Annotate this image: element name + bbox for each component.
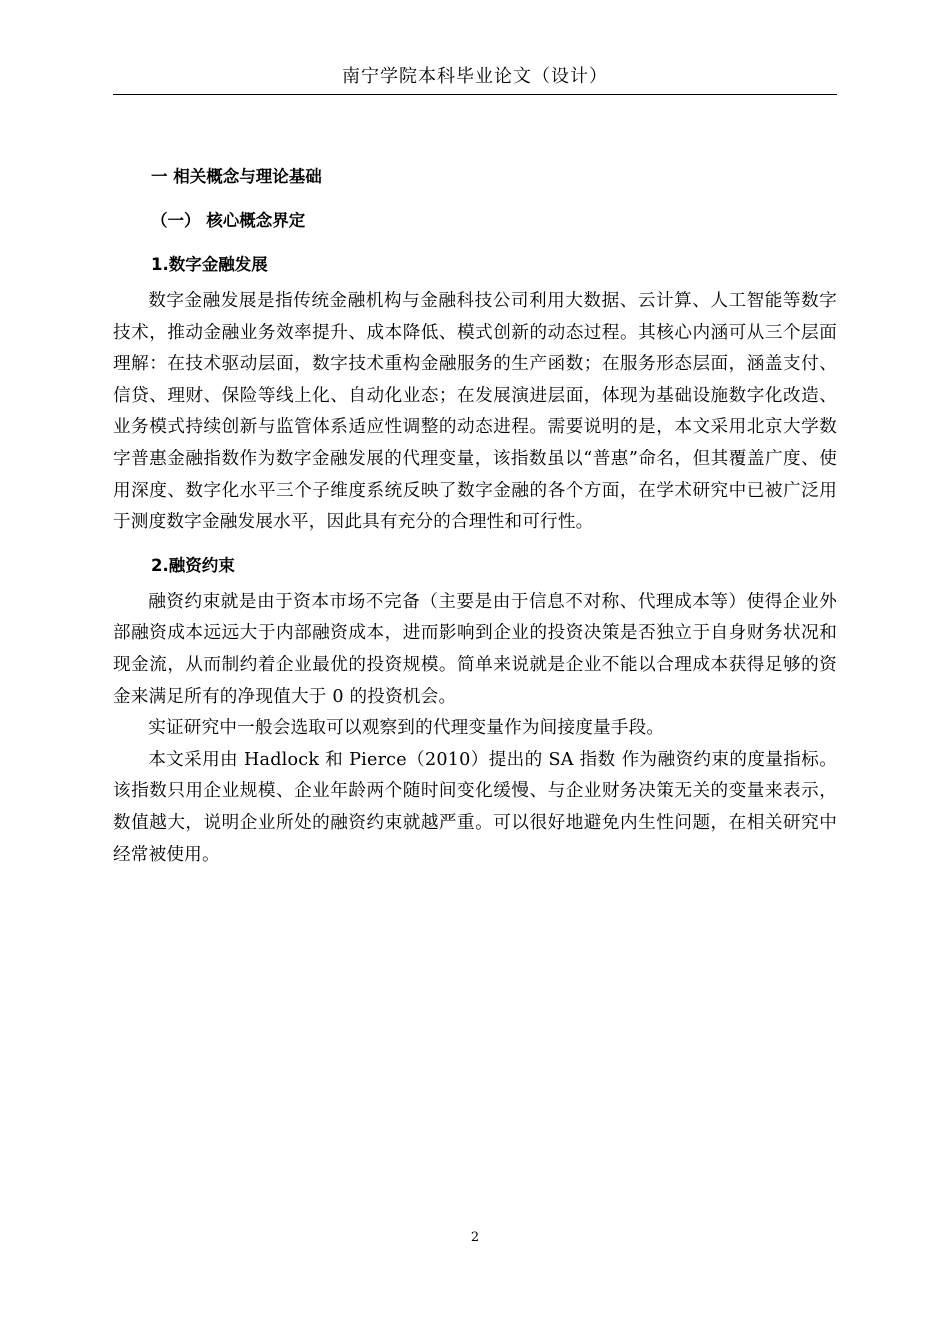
subsection-heading-1: 1.数字金融发展: [151, 255, 268, 274]
chapter-heading: 一 相关概念与理论基础: [151, 167, 322, 186]
header-rule: [113, 94, 837, 95]
paragraph-proxy-variable: 实证研究中一般会选取可以观察到的代理变量作为间接度量手段。: [148, 718, 665, 739]
page-number: 2: [470, 1230, 480, 1245]
running-header: 南宁学院本科毕业论文（设计）: [342, 66, 608, 87]
paragraph-financing-constraint-definition: 融资约束就是由于资本市场不完备（主要是由于信息不对称、代理成本等）使得企业外部融资成本远远大于内部融资成本，进而影响到企业的投资决策是否独立于自身财务状况和现金流，从而制约着企业最优的投资规模。简单来说就是企业不能以合理成本获得足够的资金来满足所有的净现值大于 0 的投资机会。: [113, 591, 837, 707]
subsection-heading-2: 2.融资约束: [151, 555, 235, 575]
paragraph-digital-finance: 数字金融发展是指传统金融机构与金融科技公司利用大数据、云计算、人工智能等数字技术，推动金融业务效率提升、成本降低、模式创新的动态过程。其核心内涵可从三个层面理解：在技术驱动层面，数字技术重构金融服务的生产函数；在服务形态层面，涵盖支付、信贷、理财、保险等线上化、自动化业态；在发展演进层面，体现为基础设施数字化改造、业务模式持续创新与监管体系适应性调整的动态进程。需要说明的是，本文采用北京大学数字普惠金融指数作为数字金融发展的代理变量，该指数虽以“普惠”命名，但其覆盖广度、使用深度、数字化水平三个子维度系统反映了数字金融的各个方面，在学术研究中已被广泛用于测度数字金融发展水平，因此具有充分的合理性和可行性。: [113, 291, 837, 533]
section-heading: （一） 核心概念界定: [151, 211, 306, 230]
page-body: [113, 160, 837, 871]
paragraph-sa-index: 本文采用由 Hadlock 和 Pierce（2010）提出的 SA 指数 作为融资约束的度量指标。该指数只用企业规模、企业年龄两个随时间变化缓慢、与企业财务决策无关的变量来表示，数值越大，说明企业所处的融资约束就越严重。可以很好地避免内生性问题，在相关研究中经常被使用。: [113, 749, 837, 865]
